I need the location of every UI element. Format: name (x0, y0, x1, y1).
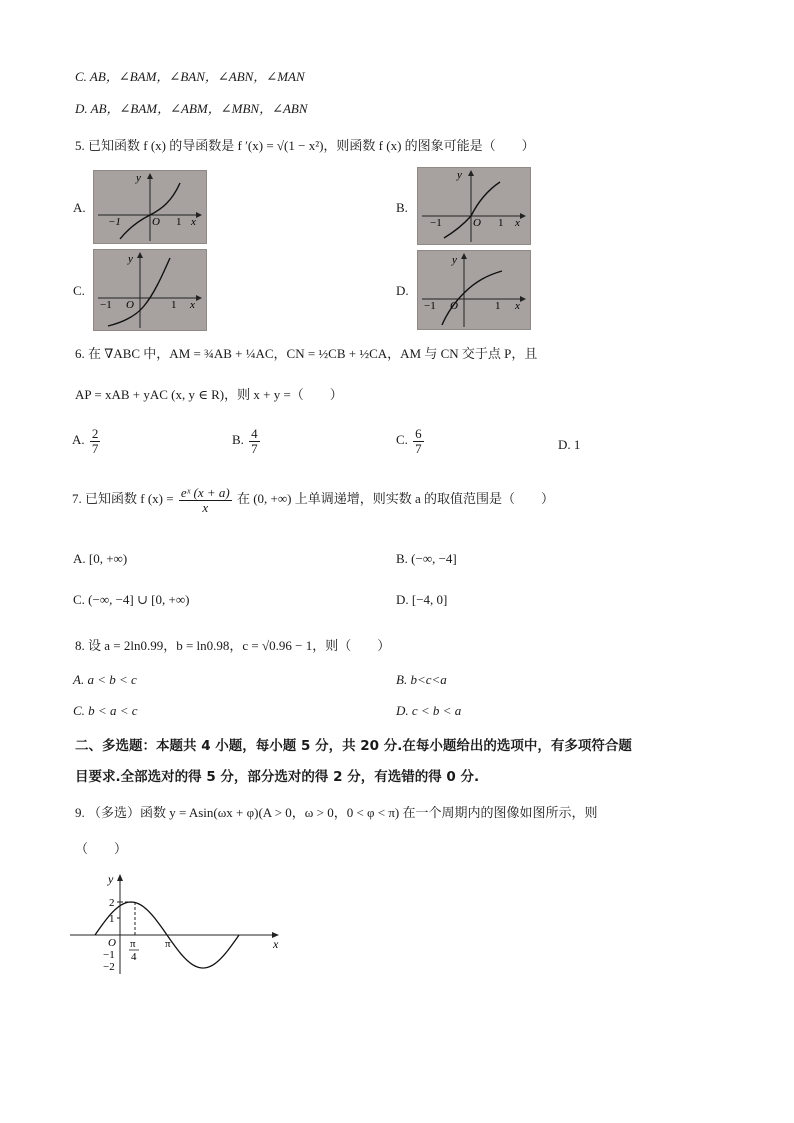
q5a-origin: O (152, 216, 160, 228)
q5c-x-label: x (190, 299, 195, 311)
q9-ytick-neg1: −1 (103, 949, 115, 961)
q8-option-b: B. b<c<a (396, 672, 447, 687)
q6-option-a-label: A. (72, 432, 85, 448)
q5c-y-label: y (128, 253, 133, 265)
q6-stem-line1: 6. 在 ∇ABC 中，AM = ¾AB + ¼AC，CN = ½CB + ½CA，AM 与 CN 交于点 P，且 (75, 346, 538, 361)
q6-option-b-label: B. (232, 432, 244, 448)
q6-a-den: 7 (91, 440, 99, 456)
q5-label-b: B. (396, 200, 408, 215)
q9-ytick-neg2: −2 (103, 961, 115, 973)
q5d-y-label: y (452, 254, 457, 266)
q9-stem: 9. （多选）函数 y = Asin(ωx + φ)(A > 0，ω > 0，0 < φ < π) 在一个周期内的图像如图所示，则 (75, 805, 598, 820)
q5b-tick-neg1: −1 (430, 217, 442, 229)
q7-stem (72, 486, 554, 514)
q5-label-d: D. (396, 283, 409, 298)
q5a-tick-neg1: −1 (108, 216, 121, 228)
q7-stem-post: 在 (0, +∞) 上单调递增，则实数 a 的取值范围是（ ） (236, 491, 554, 507)
q5-stem: 5. 已知函数 f (x) 的导函数是 f ′(x) = √(1 − x²)，则函数 f (x) 的图象可能是（ ） (75, 138, 535, 153)
q6-b-den: 7 (251, 440, 258, 456)
q7-frac-den: x (202, 499, 209, 515)
q5-graph-c (93, 249, 207, 331)
q7-option-b: B. (−∞, −4] (396, 551, 457, 566)
q5b-x-label: x (515, 217, 520, 229)
q9-origin: O (108, 937, 116, 949)
q6-a-num: 2 (91, 426, 99, 441)
q5d-x-label: x (515, 300, 520, 312)
q6-stem-line2: AP = xAB + yAC (x, y ∈ R)，则 x + y =（ ） (75, 387, 343, 402)
q9-xtick-pi4-den: 4 (131, 951, 137, 963)
q9-paren: （ ） (75, 841, 128, 856)
q6-option-d: D. 1 (558, 437, 581, 452)
q5b-origin: O (473, 217, 481, 229)
q7-stem-pre: 7. 已知函数 f (x) = (72, 491, 174, 507)
q6-b-num: 4 (251, 426, 258, 441)
q4-option-d: D. AB，∠BAM，∠ABM，∠MBN，∠ABN (75, 101, 308, 116)
q5a-x-label: x (191, 216, 196, 228)
section2-heading-line2: 目要求.全部选对的得 5 分，部分选对的得 2 分，有选错的得 0 分. (75, 769, 480, 785)
q6-c-num: 6 (415, 426, 422, 441)
q8-stem: 8. 设 a = 2ln0.99，b = ln0.98，c = √0.96 − 1，则（ ） (75, 638, 391, 653)
q9-xtick-pi4-num: π (130, 938, 136, 950)
q9-graph (68, 868, 288, 978)
q6-c-den: 7 (415, 440, 422, 456)
q9-ytick-2: 2 (109, 897, 115, 909)
q6-option-b (232, 427, 262, 455)
q5b-tick-1: 1 (498, 217, 504, 229)
q6-option-a (72, 427, 102, 455)
q9-ytick-1: 1 (109, 913, 115, 925)
q5-label-a: A. (73, 200, 86, 215)
q4-option-c: C. AB，∠BAM，∠BAN，∠ABN，∠MAN (75, 69, 305, 84)
q5c-tick-1: 1 (171, 299, 177, 311)
q8-option-c: C. b < a < c (73, 703, 138, 718)
q5-graph-b (417, 167, 531, 245)
q7-frac-num: eˣ (x + a) (180, 485, 230, 500)
q7-option-c: C. (−∞, −4] ∪ [0, +∞) (73, 592, 190, 607)
q7-option-d: D. [−4, 0] (396, 592, 448, 607)
q5-graph-a (93, 170, 207, 244)
q9-x-label: x (273, 937, 279, 951)
q5-graph-d (417, 250, 531, 330)
q5a-y-label: y (136, 172, 141, 184)
q5c-origin: O (126, 299, 134, 311)
q8-option-d: D. c < b < a (396, 703, 462, 718)
q5d-tick-neg1: −1 (424, 300, 436, 312)
q5c-tick-neg1: −1 (100, 299, 112, 311)
q9-xtick-pi: π (165, 938, 171, 950)
q8-option-a: A. a < b < c (73, 672, 137, 687)
q5b-y-label: y (457, 169, 462, 181)
q5a-tick-1: 1 (176, 216, 182, 228)
q5-label-c: C. (73, 283, 85, 298)
q5d-tick-1: 1 (495, 300, 501, 312)
q5d-origin: O (450, 300, 458, 312)
q7-option-a: A. [0, +∞) (73, 551, 128, 566)
section2-heading-line1: 二、多选题：本题共 4 小题，每小题 5 分，共 20 分.在每小题给出的选项中，有多项符合题 (75, 738, 632, 754)
q6-option-c-label: C. (396, 432, 408, 448)
q6-option-c (396, 427, 426, 455)
q9-y-label: y (108, 872, 114, 886)
